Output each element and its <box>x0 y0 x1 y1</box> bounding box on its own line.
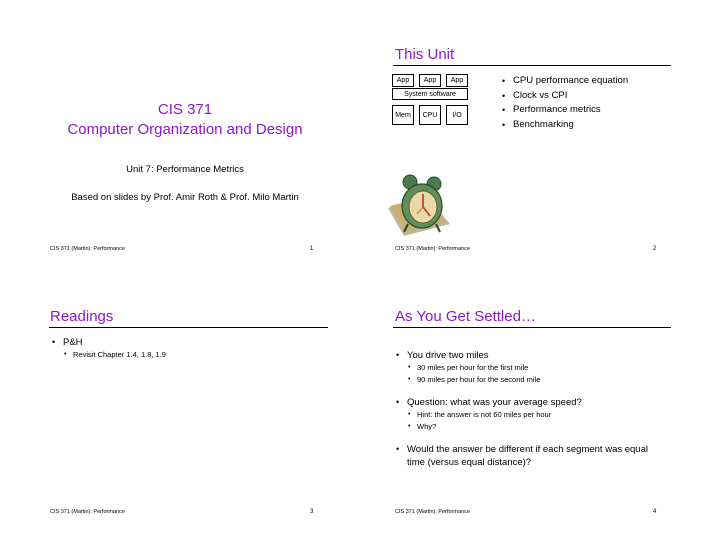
sub-bullet-item: • Why? <box>408 421 676 433</box>
slide-1-footer: CIS 371 (Martin): Performance <box>50 246 125 252</box>
slide-3-page-number: 3 <box>310 509 314 515</box>
app-box-1: App <box>392 74 414 87</box>
app-box-3: App <box>446 74 468 87</box>
slide-1-title <box>20 100 350 140</box>
slide-2-page-number: 2 <box>653 246 657 252</box>
slide-2-bullets <box>502 74 672 132</box>
io-box: I/O <box>446 105 468 125</box>
bullet-line-2: time (versus equal distance)? <box>407 457 532 468</box>
credit-line: Based on slides by Prof. Amir Roth & Prof. Milo Martin <box>71 192 299 203</box>
sub-bullet-item: • 30 miles per hour for the first mile <box>408 362 676 374</box>
slide-4-title-rule <box>393 327 671 328</box>
sub-bullet-item: • 90 miles per hour for the second mile <box>408 374 676 386</box>
bullet-item: • Benchmarking <box>502 118 672 133</box>
bullet-line-1: Would the answer be different if each segment was equal <box>407 444 648 455</box>
cpu-box: CPU <box>419 105 441 125</box>
bullet-item: • You drive two miles <box>396 349 676 362</box>
slide-3-title: Readings <box>50 308 114 325</box>
slide-1-page-number: 1 <box>310 246 314 252</box>
sub-bullet-item: • Hint: the answer is not 60 miles per hour <box>408 409 676 421</box>
slide-3-title-rule <box>49 327 328 328</box>
slide-4-bullets <box>396 349 676 469</box>
mem-box: Mem <box>392 105 414 125</box>
bullet-item: • Question: what was your average speed? <box>396 396 676 409</box>
slide-2-title: This Unit <box>395 46 455 63</box>
slide-2-title-rule <box>393 65 671 66</box>
slide-3-bullets <box>52 336 322 361</box>
sub-bullet-item: • Revisit Chapter 1.4, 1.8, 1.9 <box>64 349 322 361</box>
course-name: Computer Organization and Design <box>67 121 303 138</box>
system-software-box: System software <box>392 88 468 100</box>
bullet-item: • CPU performance equation <box>502 74 672 89</box>
slide-4-page-number: 4 <box>653 509 657 515</box>
unit-subtitle: Unit 7: Performance Metrics <box>126 164 244 175</box>
slide-3-footer: CIS 371 (Martin): Performance <box>50 509 125 515</box>
course-code: CIS 371 <box>157 101 213 118</box>
bullet-item: • P&H <box>52 336 322 349</box>
bullet-item <box>396 443 676 469</box>
alarm-clock-icon <box>384 172 464 242</box>
slide-4-footer: CIS 371 (Martin): Performance <box>395 509 470 515</box>
app-box-2: App <box>419 74 441 87</box>
slide-4-title: As You Get Settled… <box>395 308 536 325</box>
bullet-item: • Clock vs CPI <box>502 89 672 104</box>
slide-2-footer: CIS 371 (Martin): Performance <box>395 246 470 252</box>
bullet-item: • Performance metrics <box>502 103 672 118</box>
